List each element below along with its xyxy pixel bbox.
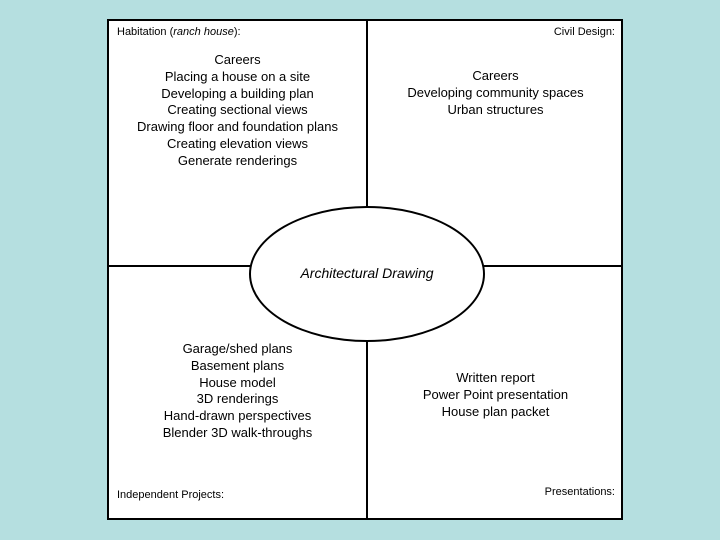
- civil-design-label: Civil Design:: [553, 26, 615, 38]
- list-item: Generate renderings: [177, 152, 298, 168]
- list-item: Power Point presentation: [422, 386, 569, 402]
- list-item: Developing a building plan: [161, 85, 314, 101]
- list-item: House plan packet: [441, 403, 550, 419]
- list-item: Careers: [214, 52, 261, 67]
- independent-projects-label: Independent Projects:: [117, 489, 225, 501]
- list-item: Hand-drawn perspectives: [163, 408, 312, 424]
- habitation-list: [109, 52, 366, 170]
- list-item: Creating elevation views: [167, 135, 308, 151]
- center-ellipse: [249, 206, 485, 342]
- list-item: Basement plans: [190, 357, 285, 373]
- list-item: House model: [199, 374, 276, 390]
- list-item: Blender 3D walk-throughs: [162, 424, 313, 440]
- habitation-label-italic: ranch house: [173, 26, 234, 38]
- presentations-label: Presentations:: [544, 486, 615, 498]
- list-item: Developing community spaces: [407, 84, 584, 100]
- list-item: Written report: [456, 370, 535, 385]
- list-item: Drawing floor and foundation plans: [137, 119, 338, 135]
- center-title: Architectural Drawing: [300, 265, 434, 281]
- list-item: Urban structures: [447, 101, 544, 117]
- habitation-label: Habitation (ranch house):: [117, 26, 241, 38]
- civil-design-list: [368, 68, 623, 118]
- list-item: Creating sectional views: [167, 102, 308, 118]
- list-item: Careers: [472, 68, 519, 83]
- concept-map: [107, 19, 623, 520]
- independent-projects-list: [109, 341, 366, 442]
- list-item: 3D renderings: [196, 391, 279, 407]
- list-item: Garage/shed plans: [182, 341, 293, 356]
- list-item: Placing a house on a site: [164, 68, 311, 84]
- presentations-list: [368, 370, 623, 420]
